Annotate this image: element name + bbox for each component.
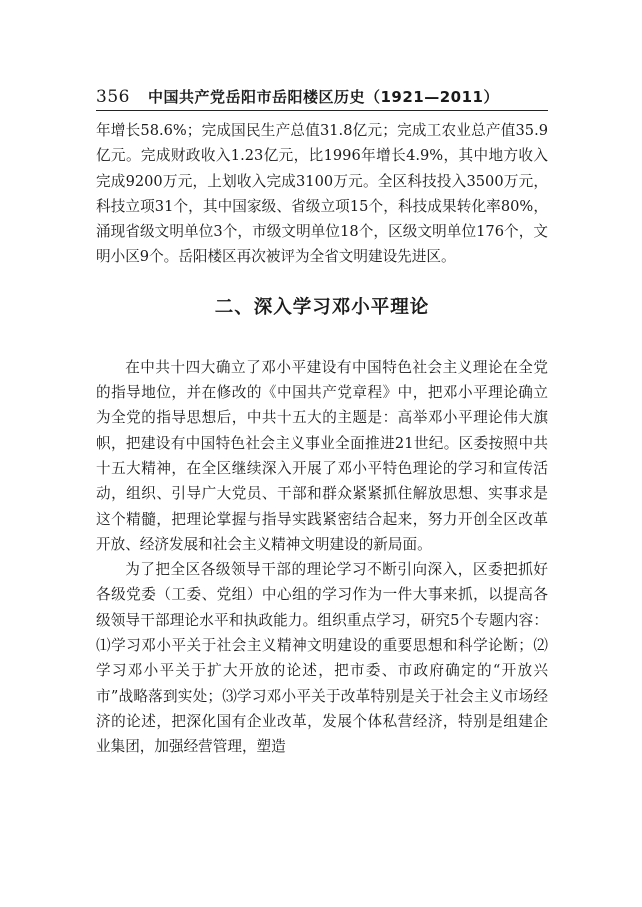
paragraph-3: 为了把全区各级领导干部的理论学习不断引向深入，区委把抓好各级党委（工委、党组）中心组的学习作为一件大事来抓，以提高各级领导干部理论水平和执政能力。组织重点学习，研究5个专题内容：⑴学习邓小平关于社会主义精神文明建设的重要思想和科学论断；⑵学习邓小平关于扩大开放的论述，把市委、市政府确定的“开放兴市”战略落到实处；⑶学习邓小平关于改革特别是关于社会主义市场经济的论述，把深化国有企业改革，发展个体私营经济，特别是组建企业集团，加强经营管理，塑造 (96, 561, 548, 756)
header-rule (96, 110, 548, 111)
page-number: 356 (96, 87, 130, 107)
section-title: 二、深入学习邓小平理论 (214, 296, 430, 318)
page-body (96, 118, 548, 760)
running-title: 中国共产党岳阳市岳阳楼区历史（1921—2011） (147, 88, 499, 106)
paragraph-2: 在中共十四大确立了邓小平建设有中国特色社会主义理论在全党的指导地位，并在修改的《中国共产党章程》中，把邓小平理论确立为全党的指导思想后，中共十五大的主题是：高举邓小平理论伟大旗帜，把建设有中国特色社会主义事业全面推进21世纪。区委按照中共十五大精神，在全区继续深入开展了邓小平特色理论的学习和宣传活动，组织、引导广大党员、干部和群众紧紧抓住解放思想、实事求是这个精髓，把理论掌握与指导实践紧密结合起来，努力开创全区改革开放、经济发展和社会主义精神文明建设的新局面。 (96, 358, 548, 553)
page-header (96, 80, 548, 108)
paragraph-1: 年增长58.6%；完成国民生产总值31.8亿元；完成工农业总产值35.9亿元。完成财政收入1.23亿元，比1996年增长4.9%，其中地方收入完成9200万元，上划收入完成3100万元。全区科技投入3500万元，科技立项31个，其中国家级、省级立项15个，科技成果转化率80%，涌现省级文明单位3个，市级文明单位18个，区级文明单位176个，文明小区9个。岳阳楼区再次被评为全省文明建设先进区。 (96, 122, 548, 266)
